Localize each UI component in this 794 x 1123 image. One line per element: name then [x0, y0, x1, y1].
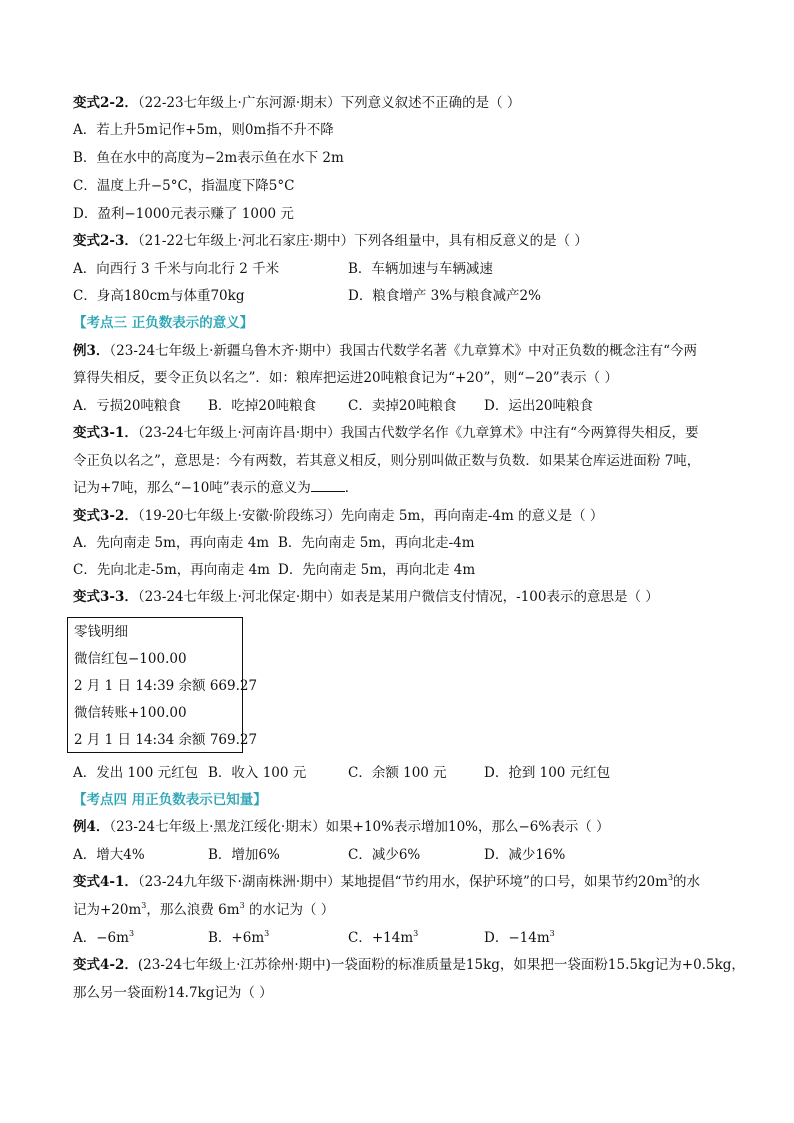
topic-3-heading: 【考点三 正负数表示的意义】 [73, 315, 254, 331]
q2-3-option-a: A．向西行 3 千米与向北行 2 千米 [73, 261, 280, 277]
q3-1-stem-line2: 令正负以名之”，意思是：今有两数，若其意义相反，则分别叫做正数与负数．如果某仓库运进面粉 7吨， [73, 453, 701, 469]
q3-2-option-c: C．先向北走-5m，再向南走 4m [73, 562, 270, 578]
q3-1-stem-line3: 记为+7吨，那么“−10吨”表示的意义为 ． [73, 480, 359, 496]
example-4-option-c: C．减少6% [348, 847, 421, 863]
q2-3-option-d: D．粮食增产 3%与粮食减产2% [348, 288, 541, 304]
q3-3-option-a: A．发出 100 元红包 [73, 765, 199, 781]
q2-2-option-b: B．鱼在水中的高度为−2m表示鱼在水下 2m [73, 150, 344, 166]
example-3-stem-line2: 算得失相反，要令正负以名之”．如：粮库把运进20吨粮食记为“+20”，则“−20”表示（ ） [73, 370, 618, 386]
q4-1-stem-line2: 记为$+20m^3$，那么浪费 $6m^3$ 的水记为（ ） [73, 901, 335, 918]
example-4-option-d: D．减少16% [484, 847, 566, 863]
topic-4-heading: 【考点四 用正负数表示已知量】 [73, 792, 267, 808]
q4-2-stem-line1: 变式4-2．(23-24七年级上·江苏徐州·期中)一袋面粉的标准质量是15kg，如果把一袋面粉15.5kg记为+0.5kg， [73, 957, 745, 973]
q4-1-option-c: C．$+14m^3$ [348, 929, 419, 946]
example-3-option-c: C．卖掉20吨粮食 [348, 398, 457, 414]
q4-1-option-b: B．$+6m^3$ [208, 929, 270, 946]
example-3-option-d: D．运出20吨粮食 [484, 398, 594, 414]
example-3-stem-line1: 例3．（23-24七年级上·新疆乌鲁木齐·期中）我国古代数学名著《九章算术》中对正负数的概念注有“今两 [73, 343, 698, 359]
q4-1-option-a: A．$-6m^3$ [73, 929, 135, 946]
q2-2-option-d: D．盈利−1000元表示赚了 1000 元 [73, 206, 294, 222]
q4-1-option-d: D．$-14m^3$ [484, 929, 555, 946]
example-4-stem: 例4．（23-24七年级上·黑龙江绥化·期末）如果+10%表示增加10%，那么−6%表示（ ） [73, 819, 610, 835]
table-row: 2 月 1 日 14:39 余额 669.27 [74, 678, 258, 694]
answer-blank[interactable] [311, 480, 345, 492]
q3-3-option-d: D．抢到 100 元红包 [484, 765, 611, 781]
example-3-option-a: A．亏损20吨粮食 [73, 398, 181, 414]
q2-3-stem: 变式2-3．（21-22七年级上·河北石家庄·期中）下列各组量中，具有相反意义的是（ ） [73, 233, 588, 249]
table-row: 微信转账+100.00 [74, 705, 187, 721]
q3-2-option-b: B．先向南走 5m，再向北走-4m [278, 535, 475, 551]
q3-3-option-c: C．余额 100 元 [348, 765, 447, 781]
q3-3-stem: 变式3-3．（23-24七年级上·河北保定·期中）如表是某用户微信支付情况，-100表示的意思是（ ） [73, 589, 659, 605]
example-4-option-a: A．增大4% [73, 847, 145, 863]
q2-2-option-c: C．温度上升−5°C，指温度下降5°C [73, 178, 295, 194]
wechat-payment-table [67, 617, 258, 753]
q4-1-stem-line1: 变式4-1．（23-24九年级下·湖南株洲·期中）某地提倡“节约用水，保护环境”的口号，如果节约$20m^3$的水 [73, 873, 701, 890]
q2-2-stem: 变式2-2．（22-23七年级上·广东河源·期末）下列意义叙述不正确的是（ ） [73, 95, 521, 111]
q2-2-option-a: A．若上升5m记作+5m，则0m指不升不降 [73, 122, 334, 138]
q3-2-option-a: A．先向南走 5m，再向南走 4m [73, 535, 270, 551]
q2-3-option-b: B．车辆加速与车辆减速 [348, 261, 493, 277]
q3-2-stem: 变式3-2．（19-20七年级上·安徽·阶段练习）先向南走 5m，再向南走-4m 的意义是（ ） [73, 508, 604, 524]
q4-2-stem-line2: 那么另一袋面粉14.7kg记为（ ） [73, 985, 273, 1001]
q2-3-option-c: C．身高180cm与体重70kg [73, 288, 245, 304]
q3-2-option-d: D．先向南走 5m，再向北走 4m [278, 562, 476, 578]
table-row: 2 月 1 日 14:34 余额 769.27 [74, 732, 258, 748]
example-4-option-b: B．增加6% [208, 847, 280, 863]
example-3-option-b: B．吃掉20吨粮食 [208, 398, 317, 414]
table-row: 微信红包−100.00 [74, 651, 187, 667]
table-row: 零钱明细 [74, 624, 128, 640]
q3-1-stem-line1: 变式3-1．（23-24七年级上·河南许昌·期中）我国古代数学名作《九章算术》中注有“今两算得失相反，要 [73, 425, 699, 441]
q3-3-option-b: B．收入 100 元 [208, 765, 307, 781]
